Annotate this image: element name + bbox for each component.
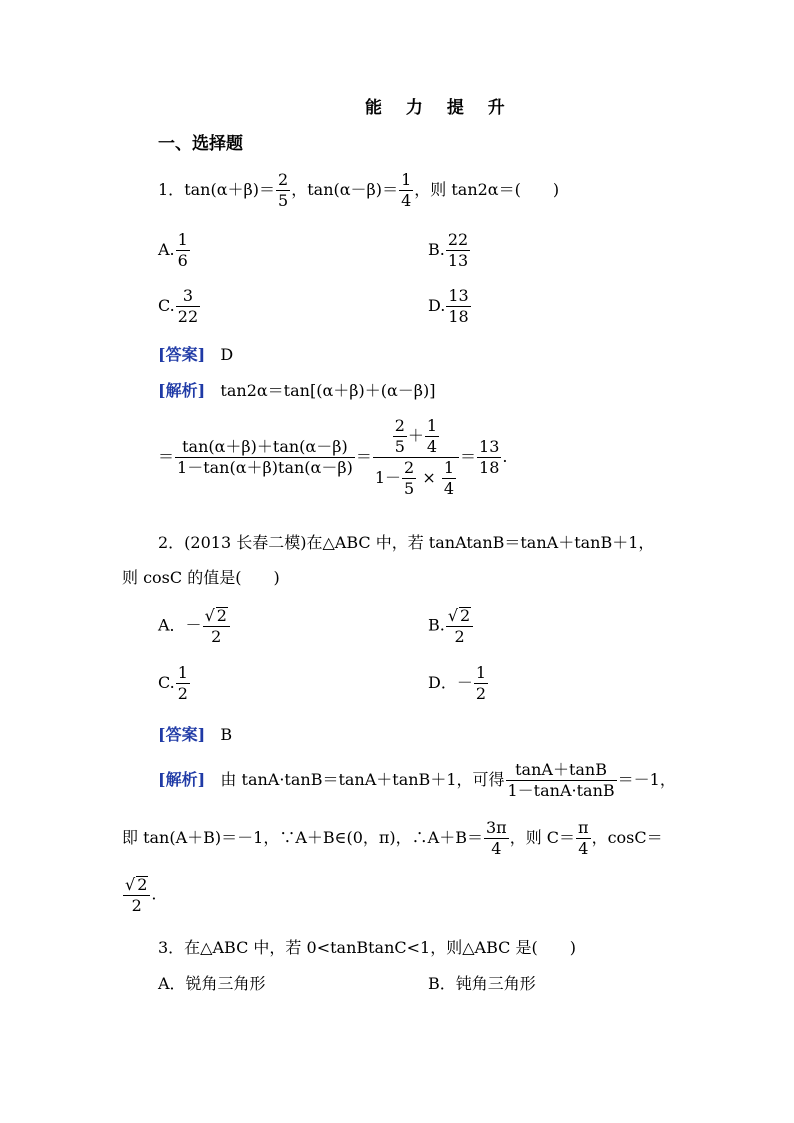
answer-tag: [答案] — [158, 725, 206, 744]
answer-tag: [答案] — [158, 345, 206, 364]
frac — [402, 460, 416, 497]
frac-num: tan(α＋β)＋tan(α－β) — [182, 437, 348, 456]
option-label: D. — [428, 296, 446, 315]
frac — [442, 460, 456, 497]
eq-sign: ＝ — [460, 447, 477, 466]
times: × — [422, 468, 436, 487]
q1-analysis-line1 — [158, 383, 436, 399]
q1-option-c — [158, 288, 201, 325]
q2-analysis-line3 — [122, 876, 156, 914]
radicand: 2 — [137, 875, 148, 894]
frac-num — [203, 607, 230, 626]
sep: ， — [291, 180, 308, 199]
frac-den: 4 — [443, 479, 454, 498]
frac-num: 3 — [182, 286, 194, 305]
frac-3pi-4 — [484, 820, 509, 857]
q1-answer — [158, 347, 233, 363]
q2-option-a — [158, 607, 231, 645]
compound-fraction — [373, 418, 459, 497]
period: . — [151, 884, 157, 904]
page-title: 能 力 提 升 — [365, 98, 514, 118]
frac-den: 18 — [448, 307, 469, 326]
frac-den: 18 — [479, 458, 500, 477]
analysis-text: tan2α＝tan[(α＋β)＋(α－β)] — [220, 381, 436, 400]
option-value — [176, 665, 190, 702]
frac-pi-4 — [576, 820, 591, 857]
option-value — [474, 665, 488, 702]
q1-tan-sum: tan(α＋β) — [184, 180, 260, 199]
eq-sign: ＝ — [355, 447, 372, 466]
radical-sign-icon: √ — [125, 875, 136, 894]
frac-num: 1 — [475, 663, 487, 682]
option-label: A. — [158, 240, 175, 259]
analysis-text-end: ，cosC＝ — [591, 828, 663, 847]
q1-option-b — [428, 232, 471, 269]
q1-option-a — [158, 232, 191, 269]
option-label: C. — [158, 296, 175, 315]
analysis-text-mid: ，则 C＝ — [509, 828, 576, 847]
answer-value: D — [220, 345, 234, 364]
frac-den: 13 — [447, 251, 469, 270]
radical-sign-icon: √ — [204, 606, 215, 625]
section-heading: 一、选择题 — [158, 134, 243, 154]
frac-num: 22 — [447, 230, 469, 249]
frac-num: 2 — [394, 416, 405, 435]
den-lead: 1－ — [374, 468, 402, 487]
radical-sign-icon: √ — [447, 606, 459, 625]
frac-den: 5 — [278, 191, 289, 210]
frac-num: 2 — [404, 458, 415, 477]
frac-den: 2 — [446, 626, 473, 645]
q1-number: 1． — [158, 180, 185, 199]
option-label: A．－ — [158, 615, 202, 635]
q1-tan-diff: tan(α－β) — [307, 180, 383, 199]
frac-num: 2 — [278, 170, 289, 189]
frac-num: 1 — [177, 663, 188, 682]
plus: ＋ — [407, 426, 424, 445]
period: . — [502, 447, 508, 466]
option-label: C. — [158, 673, 175, 692]
sqrt2-over-2 — [123, 876, 150, 914]
q2-stem-line1: 2．(2013 长春二模)在△ABC 中，若 tanAtanB＝tanA＋tanB＋1， — [158, 533, 655, 552]
frac-den: 4 — [401, 191, 412, 210]
analysis-text: 即 tan(A＋B)＝－1，∵A＋B∈(0，π)，∴A＋B＝ — [122, 828, 483, 847]
analysis-tag: [解析] — [158, 381, 206, 400]
frac-den: 2 — [177, 684, 188, 703]
frac-num: π — [578, 818, 589, 837]
frac-den: 6 — [177, 251, 188, 270]
frac-num: 1 — [443, 458, 454, 477]
q2-stem-line2: 则 cosC 的值是( ) — [122, 568, 280, 587]
analysis-text-end: ＝－1， — [617, 770, 676, 789]
frac-num: 13 — [479, 437, 500, 456]
formula-fraction — [175, 439, 355, 476]
eq-sign: ＝ — [259, 180, 276, 199]
q1-analysis-formula — [158, 418, 507, 497]
option-label: D．－ — [428, 673, 473, 692]
frac-den: 5 — [404, 479, 415, 498]
q1-ask: ，则 tan2α＝( ) — [414, 180, 560, 199]
frac-den: 4 — [484, 838, 509, 857]
result-fraction — [477, 439, 501, 476]
q2-option-b — [428, 607, 474, 645]
compound-num — [373, 418, 459, 457]
frac-num: tanA＋tanB — [515, 760, 607, 779]
frac-den: 2 — [203, 626, 230, 645]
frac-num: 1 — [177, 230, 188, 249]
frac-den: 2 — [123, 895, 150, 914]
frac-num: 1 — [401, 170, 412, 189]
q2-analysis-line2 — [122, 820, 663, 857]
frac-den: 4 — [576, 838, 591, 857]
frac-num — [446, 607, 473, 626]
analysis-text: 由 tanA·tanB＝tanA＋tanB＋1，可得 — [220, 770, 505, 789]
q3-option-b: B．钝角三角形 — [428, 974, 536, 993]
frac — [393, 418, 407, 455]
frac-den: 22 — [177, 307, 199, 326]
frac-num: 3π — [486, 818, 507, 837]
option-value — [446, 288, 470, 325]
frac-den: 5 — [394, 437, 405, 456]
answer-value: B — [220, 725, 233, 744]
q2-answer — [158, 727, 232, 743]
q1-value-2-5 — [276, 172, 290, 209]
q1-value-1-4 — [399, 172, 413, 209]
radicand: 2 — [216, 606, 227, 625]
option-label: B. — [428, 615, 445, 635]
frac-den: 1－tanA·tanB — [507, 781, 615, 800]
radicand: 2 — [460, 606, 471, 625]
option-value — [446, 232, 470, 269]
option-value — [176, 232, 190, 269]
q1-stem — [158, 172, 559, 209]
frac-den: 1－tan(α＋β)tan(α－β) — [177, 458, 353, 477]
frac-den: 4 — [426, 437, 438, 456]
frac-num: 13 — [448, 286, 469, 305]
q2-option-d — [428, 665, 489, 702]
frac — [425, 418, 439, 455]
q3-option-a: A．锐角三角形 — [158, 974, 266, 993]
frac-den: 2 — [475, 684, 487, 703]
analysis-tag: [解析] — [158, 770, 206, 789]
analysis-fraction — [506, 762, 617, 799]
option-value — [446, 607, 473, 645]
eq-sign: ＝ — [158, 447, 175, 466]
option-value — [176, 288, 200, 325]
q1-option-d — [428, 288, 472, 325]
q2-analysis-line1 — [158, 762, 676, 799]
option-label: B. — [428, 240, 445, 259]
q3-stem: 3．在△ABC 中，若 0<tanBtanC<1，则△ABC 是( ) — [158, 938, 576, 957]
frac-num — [123, 876, 150, 895]
q2-option-c — [158, 665, 191, 702]
eq-sign: ＝ — [382, 180, 399, 199]
option-value — [203, 607, 230, 645]
frac-num: 1 — [426, 416, 438, 435]
compound-den — [373, 457, 459, 497]
